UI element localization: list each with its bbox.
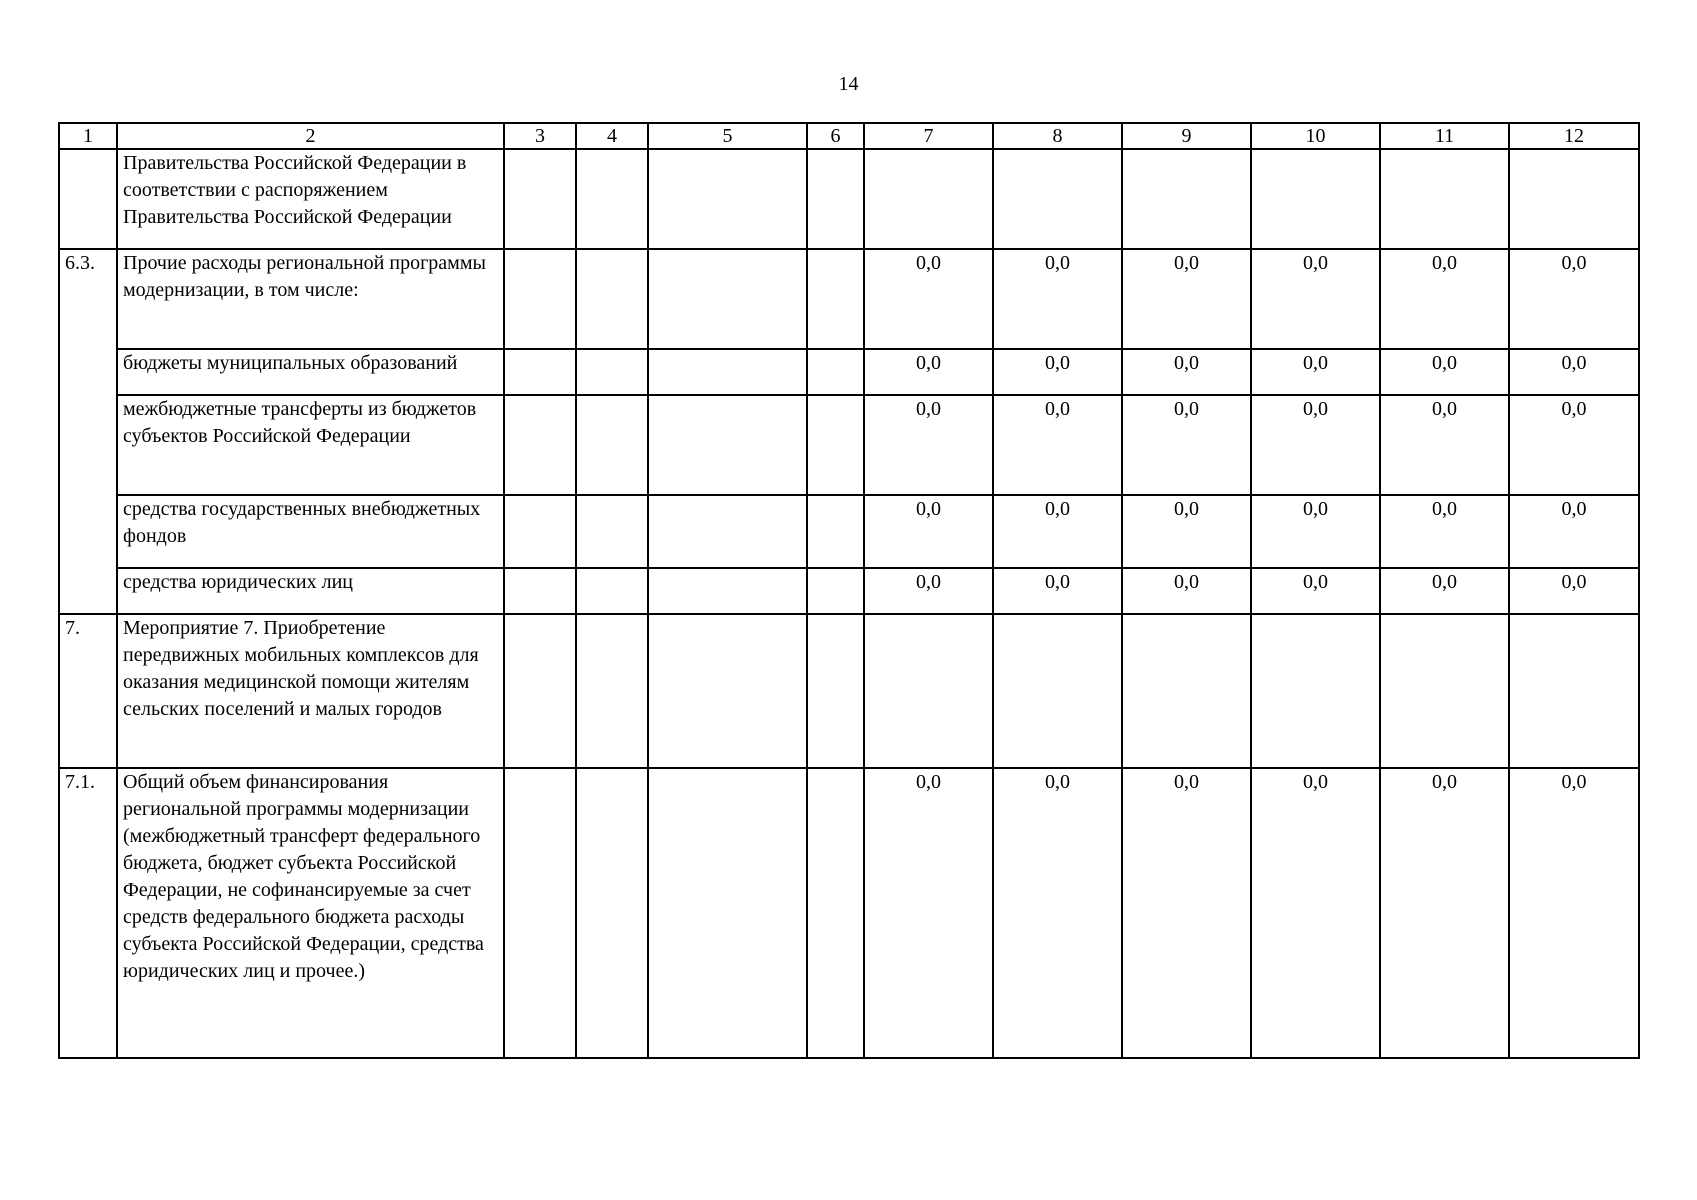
- cell-value: 0,0: [1509, 768, 1639, 1058]
- cell-value: [648, 614, 807, 768]
- row-number: [59, 149, 117, 249]
- cell-value: [807, 349, 864, 395]
- row-name: Прочие расходы региональной программы модернизации, в том числе:: [117, 249, 504, 349]
- cell-value: 0,0: [1251, 768, 1380, 1058]
- cell-value: [1509, 614, 1639, 768]
- cell-value: 0,0: [993, 495, 1122, 568]
- cell-value: [807, 568, 864, 614]
- cell-value: 0,0: [1251, 249, 1380, 349]
- cell-value: [807, 149, 864, 249]
- table-row: [59, 768, 1639, 1058]
- cell-value: [576, 249, 648, 349]
- cell-value: [648, 149, 807, 249]
- cell-value: 0,0: [864, 495, 993, 568]
- cell-value: [504, 395, 576, 495]
- cell-value: 0,0: [1509, 349, 1639, 395]
- row-name: Общий объем финансирования региональной программы модернизации (межбюджетный трансферт федерального бюджета, бюджет субъекта Российской Федерации, не софинансируемые за счет средств федерального бюджета расходы субъекта Российской Федерации, средства юридических лиц и прочее.): [117, 768, 504, 1058]
- cell-value: [504, 349, 576, 395]
- cell-value: [576, 349, 648, 395]
- table-row: [59, 495, 1639, 568]
- cell-value: [864, 149, 993, 249]
- cell-value: 0,0: [1509, 249, 1639, 349]
- cell-value: [648, 495, 807, 568]
- column-header: 12: [1509, 123, 1639, 149]
- cell-value: 0,0: [864, 768, 993, 1058]
- cell-value: 0,0: [1122, 249, 1251, 349]
- cell-value: 0,0: [1251, 495, 1380, 568]
- table-row: [59, 395, 1639, 495]
- row-name: Мероприятие 7. Приобретение передвижных мобильных комплексов для оказания медицинской помощи жителям сельских поселений и малых городов: [117, 614, 504, 768]
- row-name: Правительства Российской Федерации в соответствии с распоряжением Правительства Российской Федерации: [117, 149, 504, 249]
- column-header: 2: [117, 123, 504, 149]
- column-header: 8: [993, 123, 1122, 149]
- cell-value: 0,0: [1509, 395, 1639, 495]
- cell-value: [864, 614, 993, 768]
- cell-value: 0,0: [864, 349, 993, 395]
- column-header: 6: [807, 123, 864, 149]
- table-row: [59, 249, 1639, 349]
- cell-value: [648, 568, 807, 614]
- cell-value: [1380, 614, 1509, 768]
- cell-value: [576, 568, 648, 614]
- cell-value: 0,0: [1251, 349, 1380, 395]
- cell-value: [504, 495, 576, 568]
- cell-value: 0,0: [1251, 395, 1380, 495]
- cell-value: [648, 349, 807, 395]
- row-name: бюджеты муниципальных образований: [117, 349, 504, 395]
- cell-value: [504, 614, 576, 768]
- cell-value: [993, 614, 1122, 768]
- row-number: 7.1.: [59, 768, 117, 1058]
- cell-value: [648, 768, 807, 1058]
- row-name: средства государственных внебюджетных фондов: [117, 495, 504, 568]
- cell-value: [1251, 149, 1380, 249]
- row-number: 6.3.: [59, 249, 117, 614]
- cell-value: 0,0: [993, 395, 1122, 495]
- cell-value: 0,0: [1380, 249, 1509, 349]
- cell-value: [576, 768, 648, 1058]
- cell-value: [993, 149, 1122, 249]
- cell-value: 0,0: [993, 768, 1122, 1058]
- cell-value: [807, 768, 864, 1058]
- cell-value: 0,0: [1122, 395, 1251, 495]
- cell-value: [1380, 149, 1509, 249]
- table-row: [59, 614, 1639, 768]
- header-row: [59, 123, 1639, 149]
- cell-value: [1122, 614, 1251, 768]
- column-header: 11: [1380, 123, 1509, 149]
- column-header: 1: [59, 123, 117, 149]
- page-number: 14: [838, 73, 859, 95]
- cell-value: [807, 395, 864, 495]
- cell-value: [1122, 149, 1251, 249]
- cell-value: 0,0: [1122, 495, 1251, 568]
- cell-value: 0,0: [864, 568, 993, 614]
- cell-value: 0,0: [1380, 768, 1509, 1058]
- cell-value: [504, 768, 576, 1058]
- cell-value: 0,0: [993, 568, 1122, 614]
- cell-value: [504, 568, 576, 614]
- cell-value: [807, 495, 864, 568]
- column-header: 5: [648, 123, 807, 149]
- cell-value: [504, 149, 576, 249]
- cell-value: 0,0: [1380, 349, 1509, 395]
- cell-value: [576, 395, 648, 495]
- row-name: межбюджетные трансферты из бюджетов субъектов Российской Федерации: [117, 395, 504, 495]
- financing-table: [58, 122, 1640, 1059]
- table-row: [59, 149, 1639, 249]
- cell-value: 0,0: [864, 395, 993, 495]
- row-name: средства юридических лиц: [117, 568, 504, 614]
- cell-value: [576, 149, 648, 249]
- column-header: 9: [1122, 123, 1251, 149]
- row-number: 7.: [59, 614, 117, 768]
- cell-value: [807, 249, 864, 349]
- cell-value: [576, 495, 648, 568]
- cell-value: 0,0: [1509, 495, 1639, 568]
- cell-value: [1251, 614, 1380, 768]
- cell-value: [648, 249, 807, 349]
- cell-value: 0,0: [1380, 495, 1509, 568]
- cell-value: 0,0: [1122, 768, 1251, 1058]
- cell-value: 0,0: [1509, 568, 1639, 614]
- cell-value: [504, 249, 576, 349]
- cell-value: [1509, 149, 1639, 249]
- column-header: 3: [504, 123, 576, 149]
- cell-value: 0,0: [1251, 568, 1380, 614]
- column-header: 10: [1251, 123, 1380, 149]
- cell-value: 0,0: [1380, 568, 1509, 614]
- cell-value: 0,0: [1122, 568, 1251, 614]
- cell-value: [576, 614, 648, 768]
- cell-value: [648, 395, 807, 495]
- column-header: 7: [864, 123, 993, 149]
- cell-value: 0,0: [993, 249, 1122, 349]
- cell-value: 0,0: [1122, 349, 1251, 395]
- table-row: [59, 568, 1639, 614]
- cell-value: 0,0: [864, 249, 993, 349]
- cell-value: 0,0: [993, 349, 1122, 395]
- cell-value: 0,0: [1380, 395, 1509, 495]
- column-header: 4: [576, 123, 648, 149]
- table-row: [59, 349, 1639, 395]
- cell-value: [807, 614, 864, 768]
